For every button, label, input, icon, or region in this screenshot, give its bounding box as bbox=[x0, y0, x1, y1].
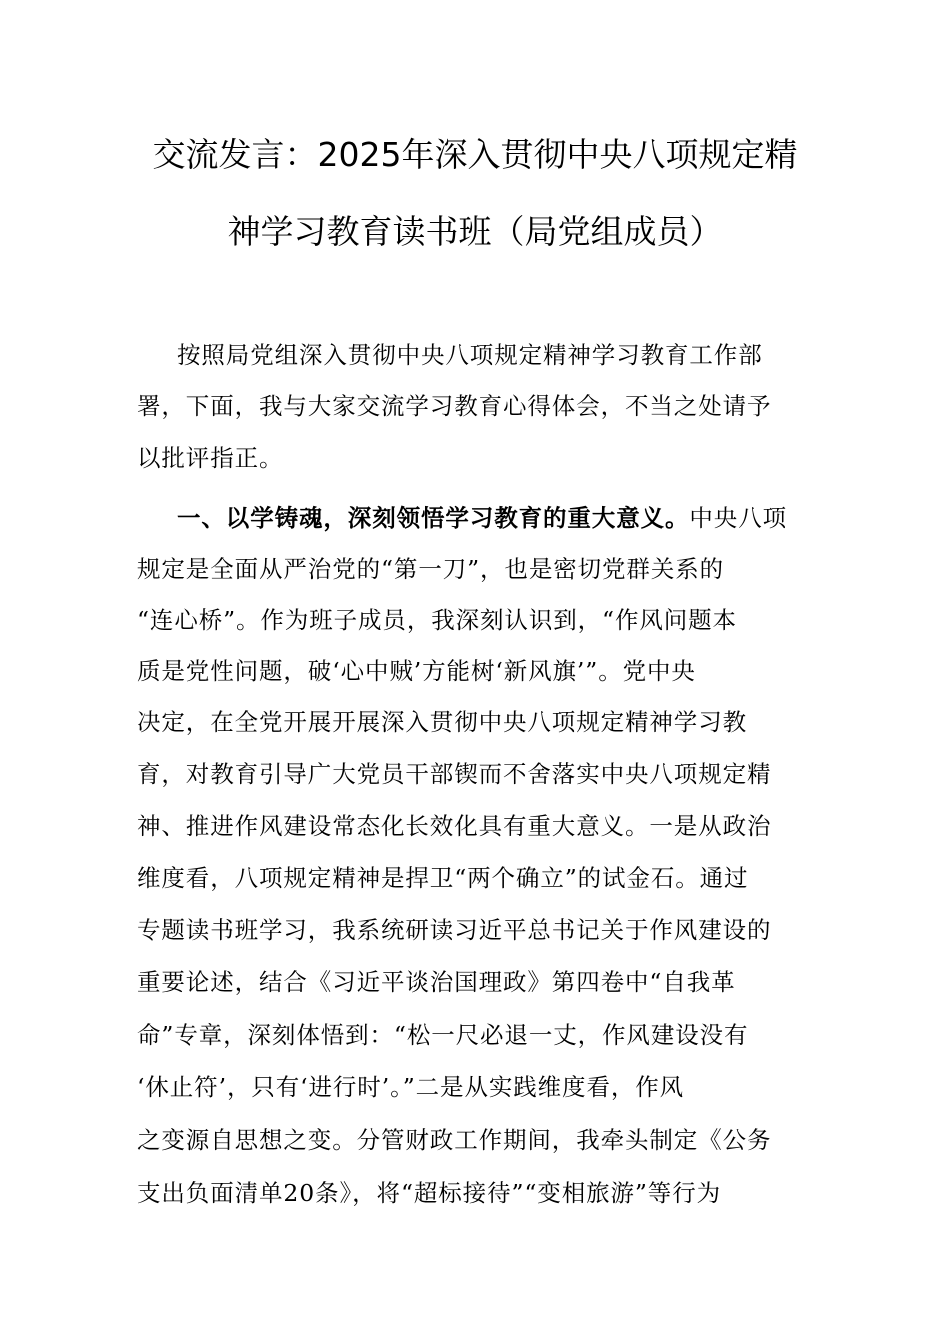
section-1-first-line bbox=[177, 503, 857, 533]
paragraph-2-line: 命”专章，深刻体悟到：“松一尺必退一丈，作风建设没有 bbox=[137, 1021, 749, 1049]
document-title-line-2: 神学习教育读书班（局党组成员） bbox=[227, 212, 723, 251]
paragraph-2-line: “连心桥”。作为班子成员，我深刻认识到，“作风问题本 bbox=[137, 606, 737, 634]
section-1-first-line-text: 中央八项 bbox=[689, 504, 788, 532]
paragraph-2-line: 育，对教育引导广大党员干部锲而不舍落实中央八项规定精 bbox=[137, 760, 772, 788]
paragraph-2-line: 维度看，八项规定精神是捍卫“两个确立”的试金石。通过 bbox=[137, 864, 749, 892]
paragraph-2-line: 神、推进作风建设常态化长效化具有重大意义。一是从政治 bbox=[137, 812, 772, 840]
paragraph-2-line: 质是党性问题，破‘心中贼’方能树‘新风旗’”。党中央 bbox=[137, 657, 696, 685]
paragraph-2-line: 之变源自思想之变。分管财政工作期间，我牵头制定《公务 bbox=[137, 1126, 772, 1154]
paragraph-2-line: 规定是全面从严治党的“第一刀”，也是密切党群关系的 bbox=[137, 555, 725, 583]
paragraph-1-line-3: 以批评指正。 bbox=[137, 444, 284, 472]
paragraph-2-line: 支出负面清单20条》，将“超标接待”“变相旅游”等行为 bbox=[137, 1179, 722, 1207]
paragraph-1-line-1: 按照局党组深入贯彻中央八项规定精神学习教育工作部 bbox=[177, 341, 763, 369]
paragraph-2-line: 重要论述，结合《习近平谈治国理政》第四卷中“自我革 bbox=[137, 968, 736, 996]
paragraph-2-line: ‘休止符’，只有‘进行时’。”二是从实践维度看，作风 bbox=[137, 1073, 685, 1101]
document-title-line-1: 交流发言：2025年深入贯彻中央八项规定精 bbox=[152, 135, 798, 174]
paragraph-2-line: 专题读书班学习，我系统研读习近平总书记关于作风建设的 bbox=[137, 916, 772, 944]
paragraph-2-line: 决定，在全党开展开展深入贯彻中央八项规定精神学习教 bbox=[137, 708, 747, 736]
section-1-heading: 一、以学铸魂，深刻领悟学习教育的重大意义。 bbox=[177, 504, 690, 532]
paragraph-1-line-2: 署，下面，我与大家交流学习教育心得体会，不当之处请予 bbox=[137, 392, 772, 420]
